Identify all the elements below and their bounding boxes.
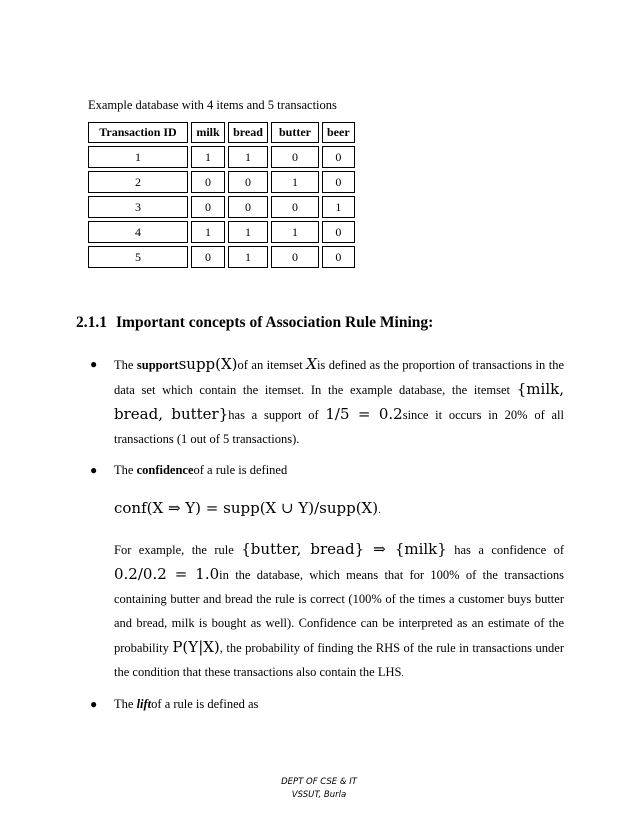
text-span: of an itemset [237,358,307,372]
text-span: . [401,669,404,678]
table-cell: 0 [322,246,355,268]
footer-department: DEPT OF CSE & IT [281,777,357,787]
text-span: The [114,358,137,372]
confidence-paragraph [114,458,564,686]
math-confidence-value: 0.2/0.2 = 1.0 [114,565,220,583]
transactions-table [85,119,358,271]
text-span: The [114,463,137,477]
section-number: 2.1.1 [76,314,107,331]
table-cell: 1 [191,221,225,243]
text-span: of a rule is defined as [151,697,259,711]
footer-institution: VSSUT, Burla [291,790,347,800]
bullet-support [92,352,564,451]
text-span: has a confidence of [446,543,565,557]
lift-paragraph [114,692,564,716]
table-cell: 0 [228,196,268,218]
math-supp-x: supp(X) [178,355,238,373]
table-cell: 0 [322,171,355,193]
bullet-dot-icon: ● [90,357,98,371]
table-cell: 0 [191,246,225,268]
table-cell: 0 [191,196,225,218]
table-row [88,221,355,243]
confidence-formula [114,496,564,523]
term-confidence: confidence [136,463,194,477]
header-butter: butter [271,122,319,143]
math-probability: P(Y|X) [172,638,220,656]
table-cell: 1 [322,196,355,218]
table-row [88,196,355,218]
bullet-lift [92,692,564,716]
support-paragraph [114,352,564,451]
header-beer: beer [322,122,355,143]
table-cell: 0 [228,171,268,193]
text-span: in the database, which means that for 100% of the transactions containing butter and bread the rule is correct (100% of the times a customer buys butter and bread, milk is bought as well). Confidence can be interpreted as an estimate of the probability [114,568,564,655]
table-cell: 1 [271,171,319,193]
header-transaction-id: Transaction ID [88,122,188,143]
section-title: Important concepts of Association Rule Mining: [116,314,434,331]
table-cell: 0 [271,146,319,168]
table-row [88,146,355,168]
math-rule: {butter, bread} ⇒ {milk} [241,540,447,558]
table-row [88,246,355,268]
formula-end: . [378,506,381,516]
term-lift: lift [136,697,152,711]
text-span: For example, the rule [114,543,242,557]
table-cell: 1 [228,221,268,243]
text-span: since it occurs in 20% of all transactions (1 out of 5 transactions). [114,408,564,446]
table-cell: 1 [271,221,319,243]
math-x: X [306,355,317,373]
table-cell: 3 [88,196,188,218]
bullet-confidence [92,458,564,686]
section-heading [76,314,433,332]
table-cell: 1 [88,146,188,168]
page-footer [0,776,638,802]
formula-text: conf(X ⇒ Y) = supp(X ∪ Y)/supp(X) [114,499,379,517]
table-cell: 0 [322,146,355,168]
table-cell: 1 [191,146,225,168]
math-support-value: 1/5 = 0.2 [325,405,403,423]
table-header-row [88,122,355,143]
term-support: support [136,358,179,372]
math-itemset: {milk, bread, butter} [114,380,564,423]
table-cell: 0 [271,196,319,218]
table-cell: 5 [88,246,188,268]
table-cell: 1 [228,146,268,168]
text-span: The [114,697,137,711]
table-cell: 0 [271,246,319,268]
table-cell: 0 [191,171,225,193]
text-span: has a support of [228,408,326,422]
table-cell: 1 [228,246,268,268]
bullet-dot-icon: ● [90,697,98,711]
table-row [88,171,355,193]
table-caption: Example database with 4 items and 5 transactions [88,98,337,112]
bullet-dot-icon: ● [90,463,98,477]
table-cell: 0 [322,221,355,243]
table-cell: 4 [88,221,188,243]
text-span: is defined as the proportion of transactions in the data set which contain the itemset. In the example database, the itemset [114,358,564,397]
text-span: of a rule is defined [193,463,288,477]
text-span: , the probability of finding the RHS of the rule in transactions under the condition that these transactions also contain the LHS [114,641,564,679]
table-cell: 2 [88,171,188,193]
header-milk: milk [191,122,225,143]
header-bread: bread [228,122,268,143]
